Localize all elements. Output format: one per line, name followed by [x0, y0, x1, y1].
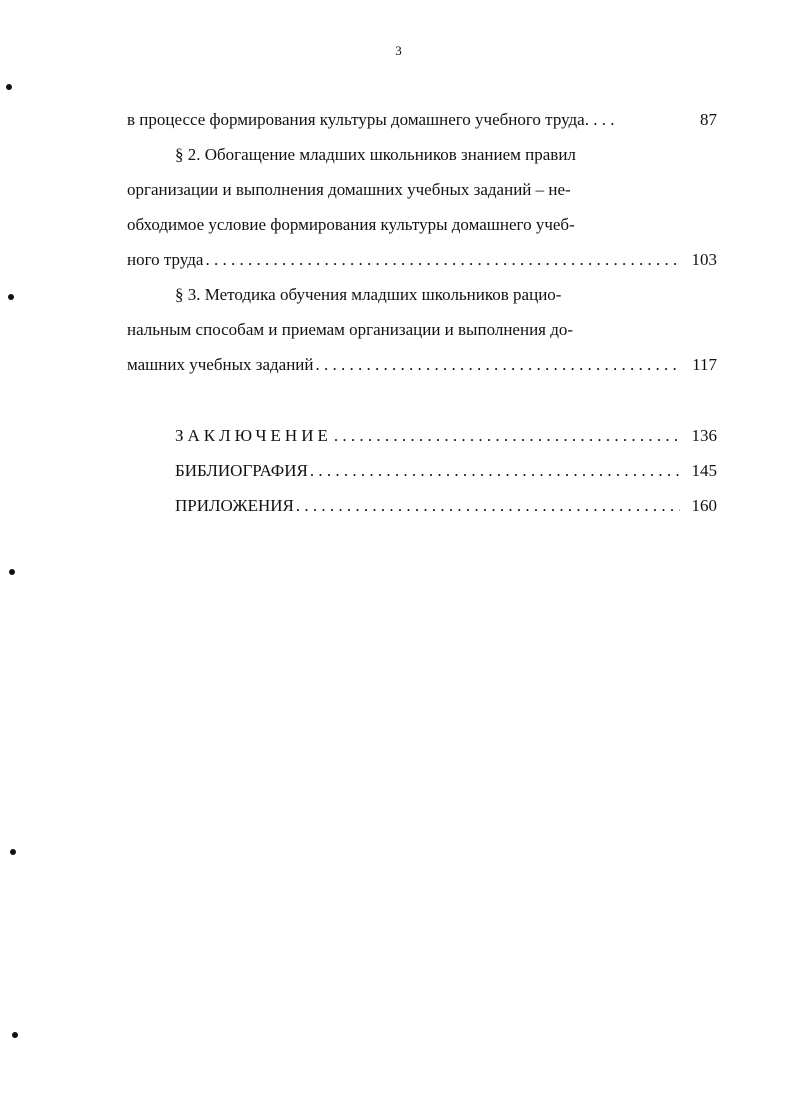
- toc-section-3-line-2: нальным способам и приемам организации и выполнения до-: [127, 320, 574, 339]
- scan-mark: [6, 84, 12, 90]
- scan-mark: [8, 294, 14, 300]
- toc-bibliography: [127, 453, 717, 488]
- toc-entry-text: машних учебных заданий: [127, 355, 314, 374]
- toc-entry-page: 160: [691, 496, 717, 515]
- toc-appendices: [127, 488, 717, 523]
- toc-entry-text: ПРИЛОЖЕНИЯ: [175, 496, 294, 515]
- leader-dots: [308, 453, 680, 488]
- scan-mark: [9, 569, 15, 575]
- leader-dots: [203, 242, 679, 277]
- toc-entry-text: ного труда: [127, 250, 204, 269]
- toc-section-3-line-3: [127, 347, 717, 382]
- toc-section-2-line-4: [127, 242, 717, 277]
- page-number: 3: [395, 43, 402, 58]
- toc-section-2-line-2: организации и выполнения домашних учебных заданий – не-: [127, 180, 571, 199]
- toc-section-2-line-3: обходимое условие формирования культуры домашнего учеб-: [127, 215, 575, 234]
- toc-entry-continued: [127, 102, 717, 137]
- leader-dots: [332, 418, 680, 453]
- toc-section-3-line-1: § 3. Методика обучения младших школьников рацио-: [175, 285, 562, 304]
- toc-conclusion: [127, 418, 717, 453]
- toc-entry-page: 103: [691, 250, 717, 269]
- scan-mark: [10, 849, 16, 855]
- toc-section-2-line-1: § 2. Обогащение младших школьников знанием правил: [175, 145, 576, 164]
- toc-entry-text: БИБЛИОГРАФИЯ: [175, 461, 308, 480]
- toc-entry-text: в процессе формирования культуры домашнего учебного труда. . . .: [127, 110, 615, 129]
- toc-entry-page: 87: [700, 110, 717, 129]
- leader-dots: [294, 488, 680, 523]
- scan-mark: [12, 1032, 18, 1038]
- leader-dots: [314, 347, 681, 382]
- toc-entry-page: 145: [691, 461, 717, 480]
- table-of-contents: [127, 102, 717, 523]
- toc-entry-page: 136: [691, 426, 717, 445]
- toc-entry-text: ЗАКЛЮЧЕНИЕ: [175, 426, 332, 445]
- toc-entry-page: 117: [692, 355, 717, 374]
